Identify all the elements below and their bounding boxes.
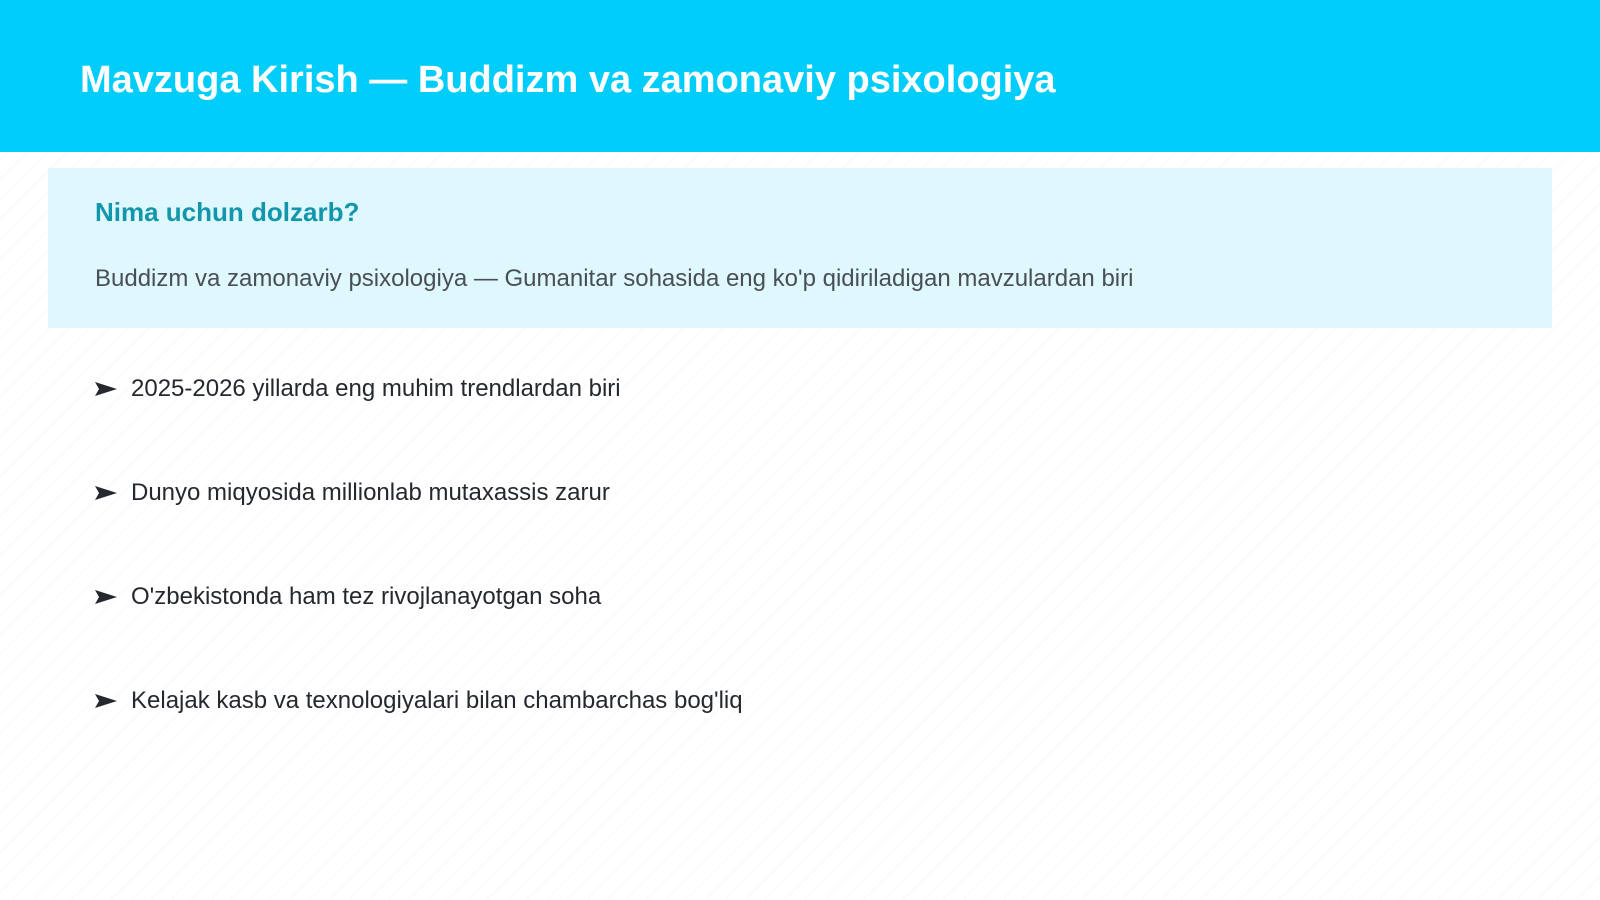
- triangle-right-icon: [95, 372, 119, 406]
- bullet-text: 2025-2026 yillarda eng muhim trendlardan biri: [131, 375, 621, 402]
- bullet-item: [95, 372, 743, 476]
- callout-body: Buddizm va zamonaviy psixologiya — Gumanitar sohasida eng ko'p qidiriladigan mavzulardan biri: [95, 265, 1134, 292]
- bullet-item: [95, 684, 743, 788]
- bullet-list: [95, 372, 743, 788]
- bullet-item: [95, 580, 743, 684]
- callout-heading: Nima uchun dolzarb?: [95, 197, 360, 227]
- triangle-right-icon: [95, 684, 119, 718]
- bullet-text: Kelajak kasb va texnologiyalari bilan chambarchas bog'liq: [131, 687, 743, 714]
- header-bar: [0, 0, 1600, 152]
- triangle-right-icon: [95, 580, 119, 614]
- page-title: Mavzuga Kirish — Buddizm va zamonaviy psixologiya: [80, 59, 1056, 101]
- bullet-item: [95, 476, 743, 580]
- bullet-text: O'zbekistonda ham tez rivojlanayotgan soha: [131, 583, 602, 610]
- callout-box: [48, 168, 1552, 328]
- bullet-text: Dunyo miqyosida millionlab mutaxassis zarur: [131, 479, 610, 506]
- triangle-right-icon: [95, 476, 119, 510]
